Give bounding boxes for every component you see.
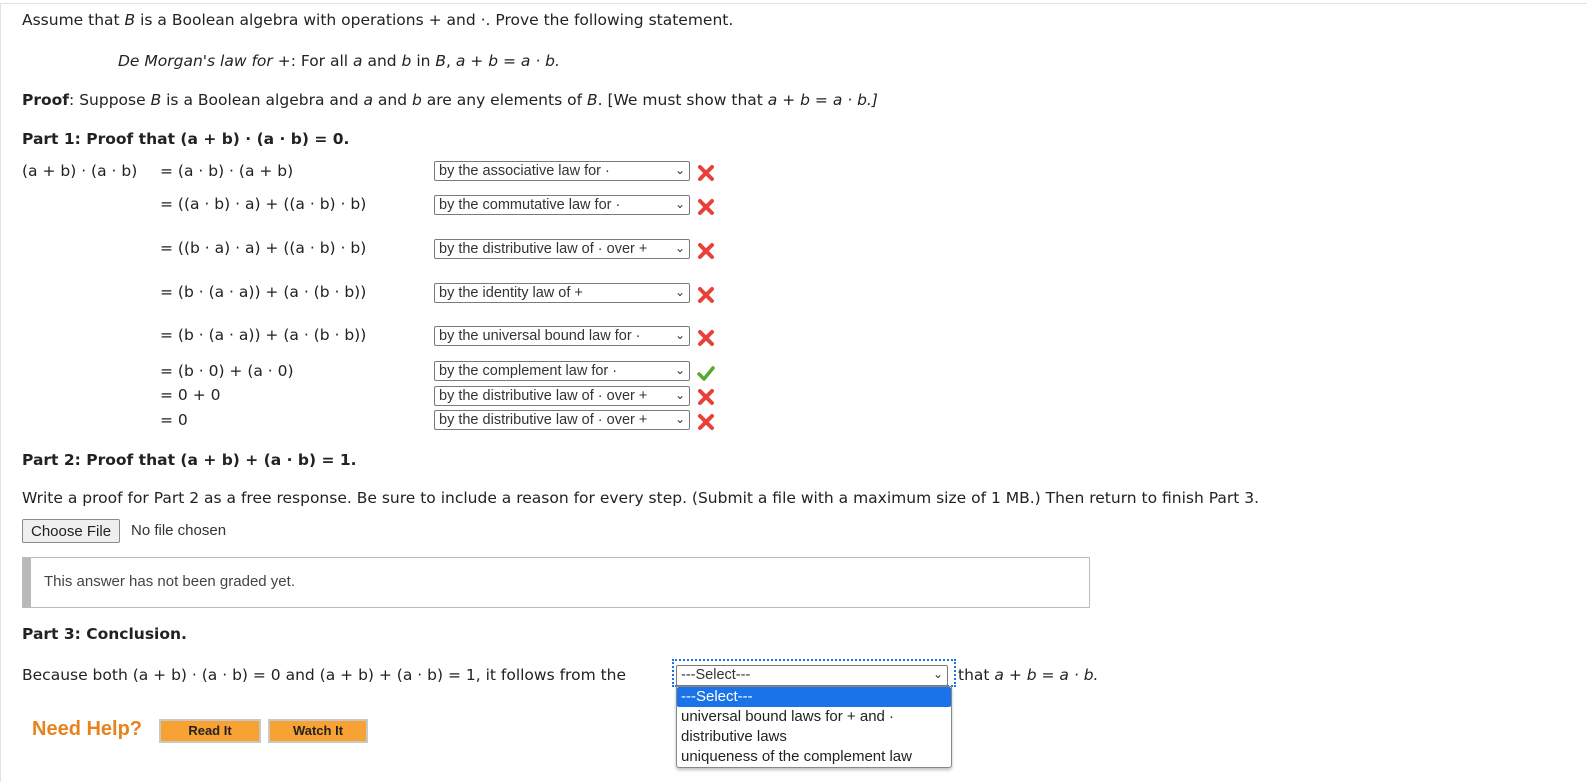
incorrect-icon: [697, 388, 715, 406]
incorrect-icon: [697, 164, 715, 182]
incorrect-icon: [697, 242, 715, 260]
correct-check-icon: [697, 364, 715, 382]
reason-select[interactable]: by the commutative law for · ⌄: [434, 195, 690, 215]
no-file-label: No file chosen: [131, 522, 227, 539]
graded-status-text: This answer has not been graded yet.: [44, 573, 295, 590]
part3-heading: Part 3: Conclusion.: [22, 625, 187, 643]
reason-select[interactable]: by the distributive law of · over + ⌄: [434, 386, 690, 406]
step-expr: = (b · (a · a)) + (a · (b · b)): [160, 283, 367, 301]
choose-file-button[interactable]: Choose File: [22, 519, 120, 543]
step-expr: = 0 + 0: [160, 386, 221, 404]
statement-equation: a + b = a · b.: [455, 52, 560, 70]
dropdown-option[interactable]: uniqueness of the complement law: [681, 748, 912, 765]
part2-instructions: Write a proof for Part 2 as a free response. Be sure to include a reason for every step. (Submit a file with a maximum size of 1 MB.) Then return to finish Part 3.: [22, 489, 1260, 507]
step-expr: = 0: [160, 411, 188, 429]
step-expr: = (a · b) · (a + b): [160, 162, 294, 180]
graded-status-box: [22, 557, 1090, 608]
reason-select[interactable]: by the distributive law of · over + ⌄: [434, 410, 690, 430]
part1-lhs: (a + b) · (a · b): [22, 162, 138, 180]
need-help-label: Need Help?: [32, 718, 143, 740]
incorrect-icon: [697, 329, 715, 347]
conclusion-sentence-end: that a + b = a · b.: [958, 666, 1099, 684]
part2-heading: Part 2: Proof that (a + b) + (a · b) = 1.: [22, 451, 357, 469]
dropdown-option[interactable]: distributive laws: [681, 728, 787, 745]
part1-heading: Part 1: Proof that (a + b) · (a · b) = 0.: [22, 130, 350, 148]
step-expr: = ((b · a) · a) + ((a · b) · b): [160, 239, 367, 257]
step-expr: = (b · (a · a)) + (a · (b · b)): [160, 326, 367, 344]
conclusion-select[interactable]: ---Select--- ⌄: [676, 665, 948, 686]
reason-select[interactable]: by the identity law of + ⌄: [434, 283, 690, 303]
dropdown-option[interactable]: universal bound laws for + and ·: [681, 708, 895, 725]
statement-text: De Morgan's law for +: For all a and b in B, a + b = a · b.: [118, 52, 560, 70]
reason-select[interactable]: by the distributive law of · over + ⌄: [434, 239, 690, 259]
step-expr: = (b · 0) + (a · 0): [160, 362, 294, 380]
conclusion-dropdown-list: [676, 686, 952, 768]
incorrect-icon: [697, 198, 715, 216]
watch-it-button[interactable]: Watch It: [268, 719, 368, 743]
intro-text: Assume that B is a Boolean algebra with operations + and ·. Prove the following statement.: [22, 11, 734, 29]
reason-select[interactable]: by the complement law for · ⌄: [434, 361, 690, 381]
read-it-button[interactable]: Read It: [159, 719, 261, 743]
conclusion-sentence-start: Because both (a + b) · (a · b) = 0 and (a + b) + (a · b) = 1, it follows from the: [22, 666, 627, 684]
proof-intro: Proof: Suppose B is a Boolean algebra and a and b are any elements of B. [We must show that a + b = a · b.]: [22, 91, 878, 109]
incorrect-icon: [697, 286, 715, 304]
reason-select[interactable]: by the universal bound law for · ⌄: [434, 326, 690, 346]
reason-select[interactable]: by the associative law for · ⌄: [434, 161, 690, 181]
step-expr: = ((a · b) · a) + ((a · b) · b): [160, 195, 367, 213]
dropdown-option[interactable]: ---Select---: [677, 687, 951, 707]
incorrect-icon: [697, 413, 715, 431]
